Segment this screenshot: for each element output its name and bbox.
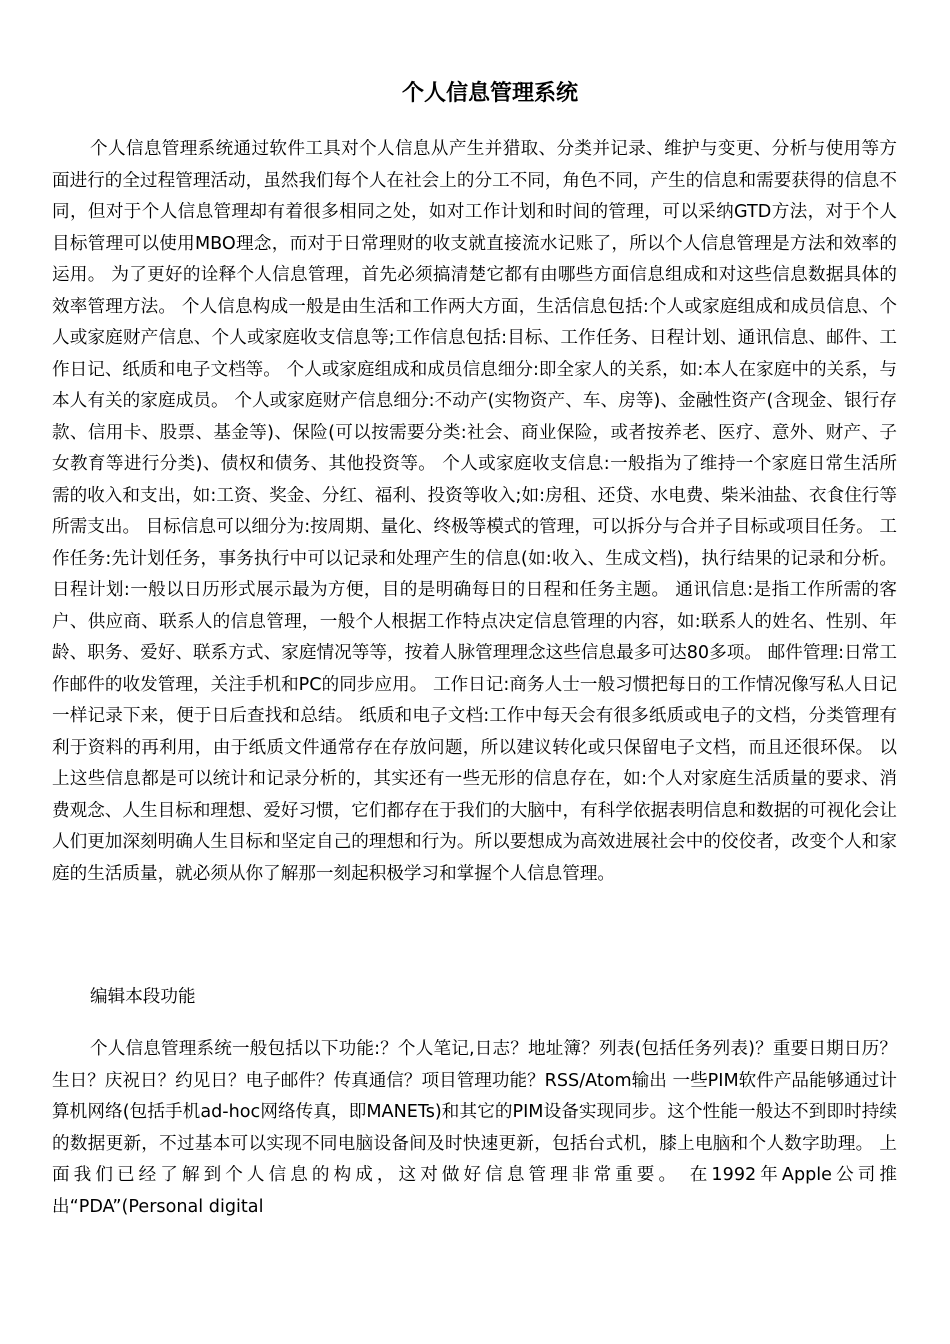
section-heading: 编辑本段功能 <box>90 987 196 1007</box>
body-paragraph-2: 个人信息管理系统一般包括以下功能:？个人笔记,日志？地址簿？列表(包括任务列表)？重要日期日历？生日？庆祝日？约见日？电子邮件？传真通信？项目管理功能？RSS/Atom输出 一些PIM软件产品能够通过计算机网络(包括手机ad-hoc网络传真，即MANETs)和其它的PIM设备实现同步。这个性能一般达不到即时持续的数据更新，不过基本可以实现不同电脑设备间及时快速更新，包括台式机，膝上电脑和个人数字助理。 上面我们已经了解到个人信息的构成，这对做好信息管理非常重要。 在1992年Apple公司推出“PDA”(Personal digital <box>52 1039 897 1217</box>
document-title: 个人信息管理系统 <box>401 81 578 106</box>
body-paragraph-1: 个人信息管理系统通过软件工具对个人信息从产生并猎取、分类并记录、维护与变更、分析与使用等方面进行的全过程管理活动，虽然我们每个人在社会上的分工不同，角色不同，产生的信息和需要获得的信息不同，但对于个人信息管理却有着很多相同之处，如对工作计划和时间的管理，可以采纳GTD方法，对于个人目标管理可以使用MBO理念，而对于日常理财的收支就直接流水记账了，所以个人信息管理是方法和效率的运用。 为了更好的诠释个人信息管理，首先必须搞清楚它都有由哪些方面信息组成和对这些信息数据具体的效率管理方法。 个人信息构成一般是由生活和工作两大方面，生活信息包括:个人或家庭组成和成员信息、个人或家庭财产信息、个人或家庭收支信息等;工作信息包括:目标、工作任务、日程计划、通讯信息、邮件、工作日记、纸质和电子文档等。 个人或家庭组成和成员信息细分:即全家人的关系，如:本人在家庭中的关系，与本人有关的家庭成员。 个人或家庭财产信息细分:不动产(实物资产、车、房等)、金融性资产(含现金、银行存款、信用卡、股票、基金等)、保险(可以按需要分类:社会、商业保险，或者按养老、医疗、意外、财产、子女教育等进行分类)、债权和债务、其他投资等。 个人或家庭收支信息:一般指为了维持一个家庭日常生活所需的收入和支出，如:工资、奖金、分红、福利、投资等收入;如:房租、还贷、水电费、柴米油盐、衣食住行等所需支出。 目标信息可以细分为:按周期、量化、终极等模式的管理，可以拆分与合并子目标或项目任务。 工作任务:先计划任务，事务执行中可以记录和处理产生的信息(如:收入、生成文档)，执行结果的记录和分析。 日程计划:一般以日历形式展示最为方便，目的是明确每日的日程和任务主题。 通讯信息:是指工作所需的客户、供应商、联系人的信息管理，一般个人根据工作特点决定信息管理的内容，如:联系人的姓名、性别、年龄、职务、爱好、联系方式、家庭情况等等，按着人脉管理理念这些信息最多可达80多项。 邮件管理:日常工作邮件的收发管理，关注手机和PC的同步应用。 工作日记:商务人士一般习惯把每日的工作情况像写私人日记一样记录下来，便于日后查找和总结。 纸质和电子文档:工作中每天会有很多纸质或电子的文档，分类管理有利于资料的再利用，由于纸质文件通常存在存放问题，所以建议转化或只保留电子文档，而且还很环保。 以上这些信息都是可以统计和记录分析的，其实还有一些无形的信息存在，如:个人对家庭生活质量的要求、消费观念、人生目标和理想、爱好习惯，它们都存在于我们的大脑中，有科学依据表明信息和数据的可视化会让人们更加深刻明确人生目标和坚定自己的理想和行为。所以要想成为高效进展社会中的佼佼者，改变个人和家庭的生活质量，就必须从你了解那一刻起积极学习和掌握个人信息管理。 <box>52 139 897 884</box>
